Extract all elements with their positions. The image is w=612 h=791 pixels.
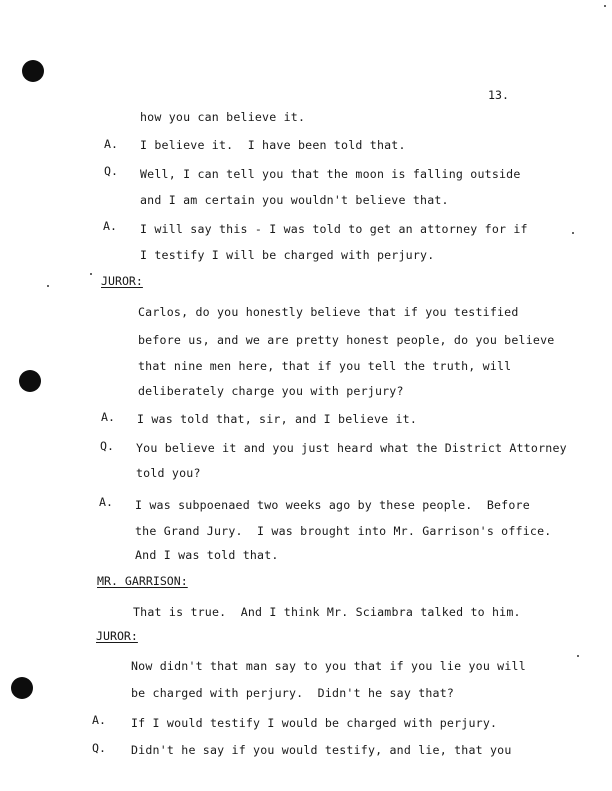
transcript-line: I will say this - I was told to get an attorney for if [140,222,528,236]
transcript-line: I was subpoenaed two weeks ago by these people. Before [135,498,530,512]
punch-hole-bottom [11,677,33,699]
question-label: Q. [100,439,114,453]
transcript-line: and I am certain you wouldn't believe that. [140,193,449,207]
transcript-line: the Grand Jury. I was brought into Mr. Garrison's office. [135,524,552,538]
question-label: Q. [92,741,106,755]
transcript-line: That is true. And I think Mr. Sciambra talked to him. [133,605,521,619]
transcript-line: And I was told that. [135,548,279,562]
transcript-line: Well, I can tell you that the moon is falling outside [140,167,521,181]
transcript-line: I was told that, sir, and I believe it. [137,412,418,426]
speaker-juror: JUROR: [96,629,138,643]
punch-hole-middle [19,370,41,392]
answer-label: A. [104,137,118,151]
transcript-line: You believe it and you just heard what the District Attorney [136,441,567,455]
question-label: Q. [104,164,118,178]
transcript-line: Carlos, do you honestly believe that if you testified [138,305,519,319]
speck [90,273,92,275]
answer-label: A. [101,410,115,424]
transcript-line: Didn't he say if you would testify, and lie, that you [131,743,512,757]
transcript-line: before us, and we are pretty honest people, do you believe [138,333,555,347]
speck [604,5,606,7]
punch-hole-top [22,60,44,82]
answer-label: A. [92,713,106,727]
transcript-line: Now didn't that man say to you that if you lie you will [131,659,526,673]
speaker-mr-garrison: MR. GARRISON: [97,574,188,588]
transcript-line: that nine men here, that if you tell the truth, will [138,359,512,373]
transcript-line: If I would testify I would be charged with perjury. [131,716,498,730]
transcript-line: I believe it. I have been told that. [140,138,406,152]
answer-label: A. [103,219,117,233]
transcript-line: how you can believe it. [140,110,306,124]
page-number: 13. [488,88,509,102]
speck [572,232,574,234]
answer-label: A. [99,495,113,509]
speck [47,285,49,287]
transcript-line: I testify I will be charged with perjury. [140,248,435,262]
speck [577,655,579,657]
transcript-line: told you? [136,466,201,480]
speaker-juror: JUROR: [101,274,143,288]
transcript-line: deliberately charge you with perjury? [138,384,404,398]
transcript-line: be charged with perjury. Didn't he say that? [131,686,455,700]
